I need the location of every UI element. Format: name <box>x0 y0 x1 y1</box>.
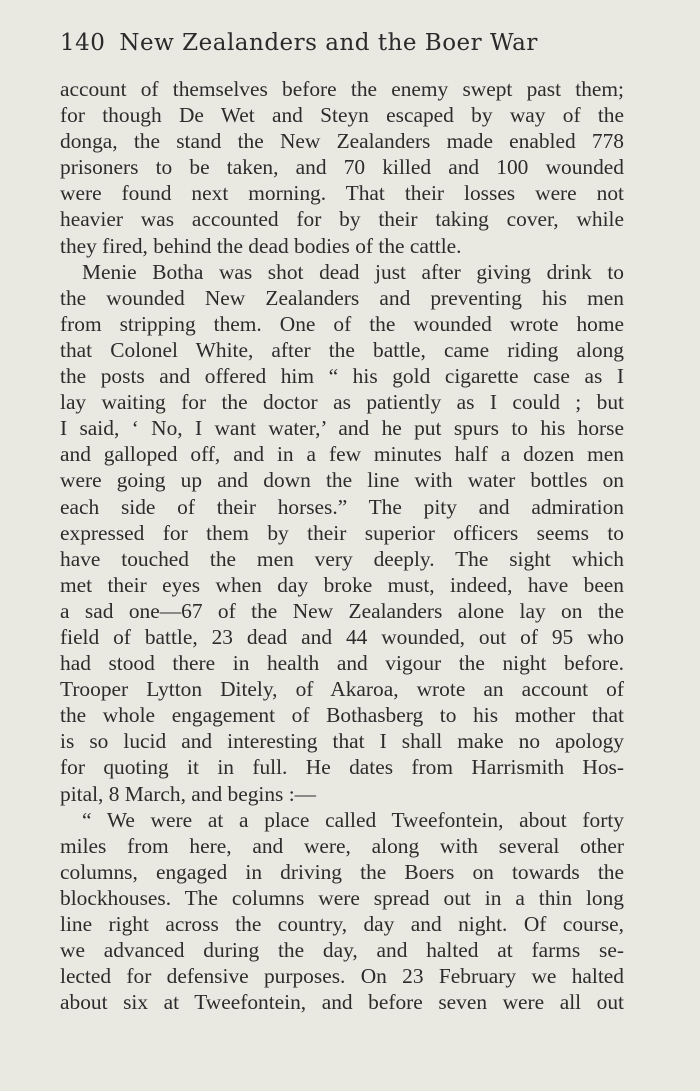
text-line: met their eyes when day broke must, indeed, have been <box>60 572 624 597</box>
text-line: the wounded New Zealanders and preventing his men <box>60 285 624 310</box>
text-line: lay waiting for the doctor as patiently as I could ; but <box>60 390 624 415</box>
text-line: they fired, behind the dead bodies of the cattle. <box>60 233 462 258</box>
text-line: pital, 8 March, and begins :— <box>60 781 317 806</box>
text-line: have touched the men very deeply. The sight which <box>60 546 624 571</box>
text-line: account of themselves before the enemy swept past them; <box>60 77 624 101</box>
text-line: prisoners to be taken, and 70 killed and 100 wounded <box>60 155 624 180</box>
text-line: is so lucid and interesting that I shall make no apology <box>60 729 624 754</box>
text-line: for though De Wet and Steyn escaped by way of the <box>60 103 624 128</box>
text-line: blockhouses. The columns were spread out in a thin long <box>60 885 624 910</box>
text-line: Trooper Lytton Ditely, of Akaroa, wrote an account of <box>60 677 624 702</box>
running-title: New Zealanders and the Boer War <box>119 30 538 56</box>
body-text <box>60 76 624 1015</box>
text-line: line right across the country, day and night. Of course, <box>60 912 624 936</box>
text-line: I said, ‘ No, I want water,’ and he put spurs to his horse <box>60 416 624 441</box>
text-line: columns, engaged in driving the Boers on towards the <box>60 859 624 884</box>
text-line: had stood there in health and vigour the night before. <box>60 651 624 676</box>
text-line: for quoting it in full. He dates from Harrismith Hos- <box>60 755 624 780</box>
text-line: each side of their horses.” The pity and admiration <box>60 494 624 519</box>
text-line: we advanced during the day, and halted at farms se- <box>60 938 624 963</box>
text-line: the posts and offered him “ his gold cigarette case as I <box>60 364 624 389</box>
text-line: were going up and down the line with water bottles on <box>60 468 624 493</box>
text-line: lected for defensive purposes. On 23 February we halted <box>60 964 624 989</box>
text-line: about six at Tweefontein, and before seven were all out <box>60 990 624 1015</box>
text-line: the whole engagement of Bothasberg to his mother that <box>60 703 624 728</box>
text-line: expressed for them by their superior officers seems to <box>60 520 624 545</box>
text-line: donga, the stand the New Zealanders made enabled 778 <box>60 129 624 154</box>
text-line: miles from here, and were, along with several other <box>60 833 624 858</box>
text-line: from stripping them. One of the wounded wrote home <box>60 311 624 336</box>
running-head <box>60 30 630 56</box>
text-line: field of battle, 23 dead and 44 wounded, out of 95 who <box>60 624 624 649</box>
page-number: 140 <box>60 30 106 56</box>
text-line: heavier was accounted for by their taking cover, while <box>60 207 624 232</box>
text-line: a sad one—67 of the New Zealanders alone lay on the <box>60 598 624 623</box>
text-line: and galloped off, and in a few minutes half a dozen men <box>60 442 624 467</box>
text-line: “ We were at a place called Tweefontein, about forty <box>82 807 624 832</box>
text-line: that Colonel White, after the battle, came riding along <box>60 337 624 362</box>
text-line: Menie Botha was shot dead just after giving drink to <box>82 259 624 284</box>
text-line: were found next morning. That their losses were not <box>60 181 624 206</box>
